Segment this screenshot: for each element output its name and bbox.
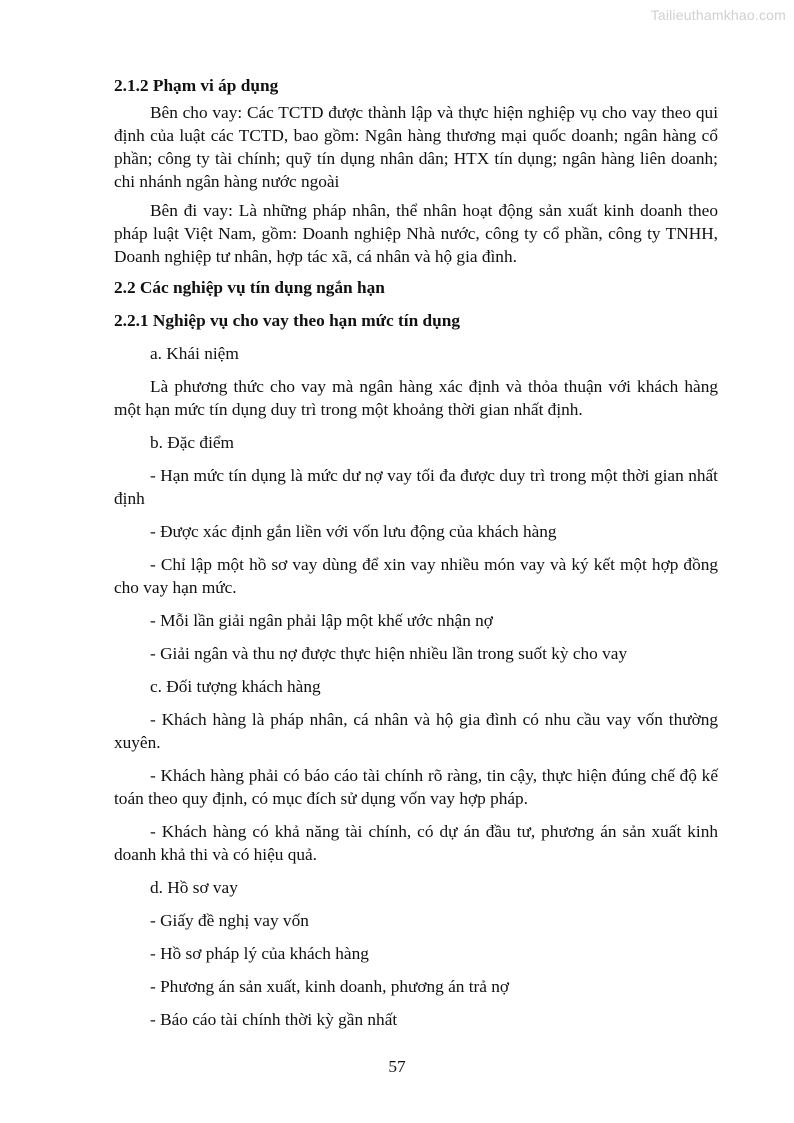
label-dossier: d. Hồ sơ vay	[150, 878, 238, 897]
heading-2-2-1: 2.2.1 Nghiệp vụ cho vay theo hạn mức tín dụng	[114, 311, 460, 330]
paragraph-concept: Là phương thức cho vay mà ngân hàng xác định và thỏa thuận với khách hàng một hạn mức tín dụng duy trì trong một khoảng thời gian nhất định.	[114, 377, 718, 419]
heading-2-1-2: 2.1.2 Phạm vi áp dụng	[114, 76, 279, 95]
list-item: - Phương án sản xuất, kinh doanh, phương án trả nợ	[150, 977, 510, 996]
page-number: 57	[388, 1057, 406, 1076]
heading-2-2: 2.2 Các nghiệp vụ tín dụng ngắn hạn	[114, 278, 385, 297]
paragraph-borrower: Bên đi vay: Là những pháp nhân, thể nhân hoạt động sản xuất kinh doanh theo pháp luật Việt Nam, gồm: Doanh nghiệp Nhà nước, công ty cổ phần, công ty TNHH, Doanh nghiệp tư nhân, hợp tác xã, cá nhân và hộ gia đình.	[114, 201, 718, 266]
list-item: - Được xác định gắn liền với vốn lưu động của khách hàng	[150, 522, 557, 541]
list-item: - Mỗi lần giải ngân phải lập một khế ước nhận nợ	[150, 611, 493, 630]
paragraph-lender: Bên cho vay: Các TCTD được thành lập và thực hiện nghiệp vụ cho vay theo qui định của luật các TCTD, bao gồm: Ngân hàng thương mại quốc doanh; ngân hàng cổ phần; công ty tài chính; quỹ tín dụng nhân dân; HTX tín dụng; ngân hàng liên doanh; chi nhánh ngân hàng nước ngoài	[114, 103, 718, 191]
label-customers: c. Đối tượng khách hàng	[150, 677, 321, 696]
watermark: Tailieuthamkhao.com	[650, 7, 786, 23]
list-item: - Khách hàng là pháp nhân, cá nhân và hộ gia đình có nhu cầu vay vốn thường xuyên.	[114, 710, 718, 752]
list-item: - Báo cáo tài chính thời kỳ gần nhất	[150, 1010, 398, 1029]
list-item: - Hạn mức tín dụng là mức dư nợ vay tối đa được duy trì trong một thời gian nhất định	[114, 466, 718, 508]
list-item: - Hồ sơ pháp lý của khách hàng	[150, 944, 369, 963]
list-item: - Giấy đề nghị vay vốn	[150, 911, 309, 930]
list-item: - Giải ngân và thu nợ được thực hiện nhiều lần trong suốt kỳ cho vay	[150, 644, 628, 663]
list-item: - Khách hàng có khả năng tài chính, có dự án đầu tư, phương án sản xuất kinh doanh khả thi và có hiệu quả.	[114, 822, 718, 864]
list-item: - Chỉ lập một hồ sơ vay dùng để xin vay nhiều món vay và ký kết một hợp đồng cho vay hạn mức.	[114, 555, 718, 597]
label-features: b. Đặc điểm	[150, 433, 234, 452]
document-body	[114, 74, 718, 1031]
label-concept: a. Khái niệm	[150, 344, 239, 363]
list-item: - Khách hàng phải có báo cáo tài chính rõ ràng, tin cậy, thực hiện đúng chế độ kế toán theo quy định, có mục đích sử dụng vốn vay hợp pháp.	[114, 766, 718, 808]
